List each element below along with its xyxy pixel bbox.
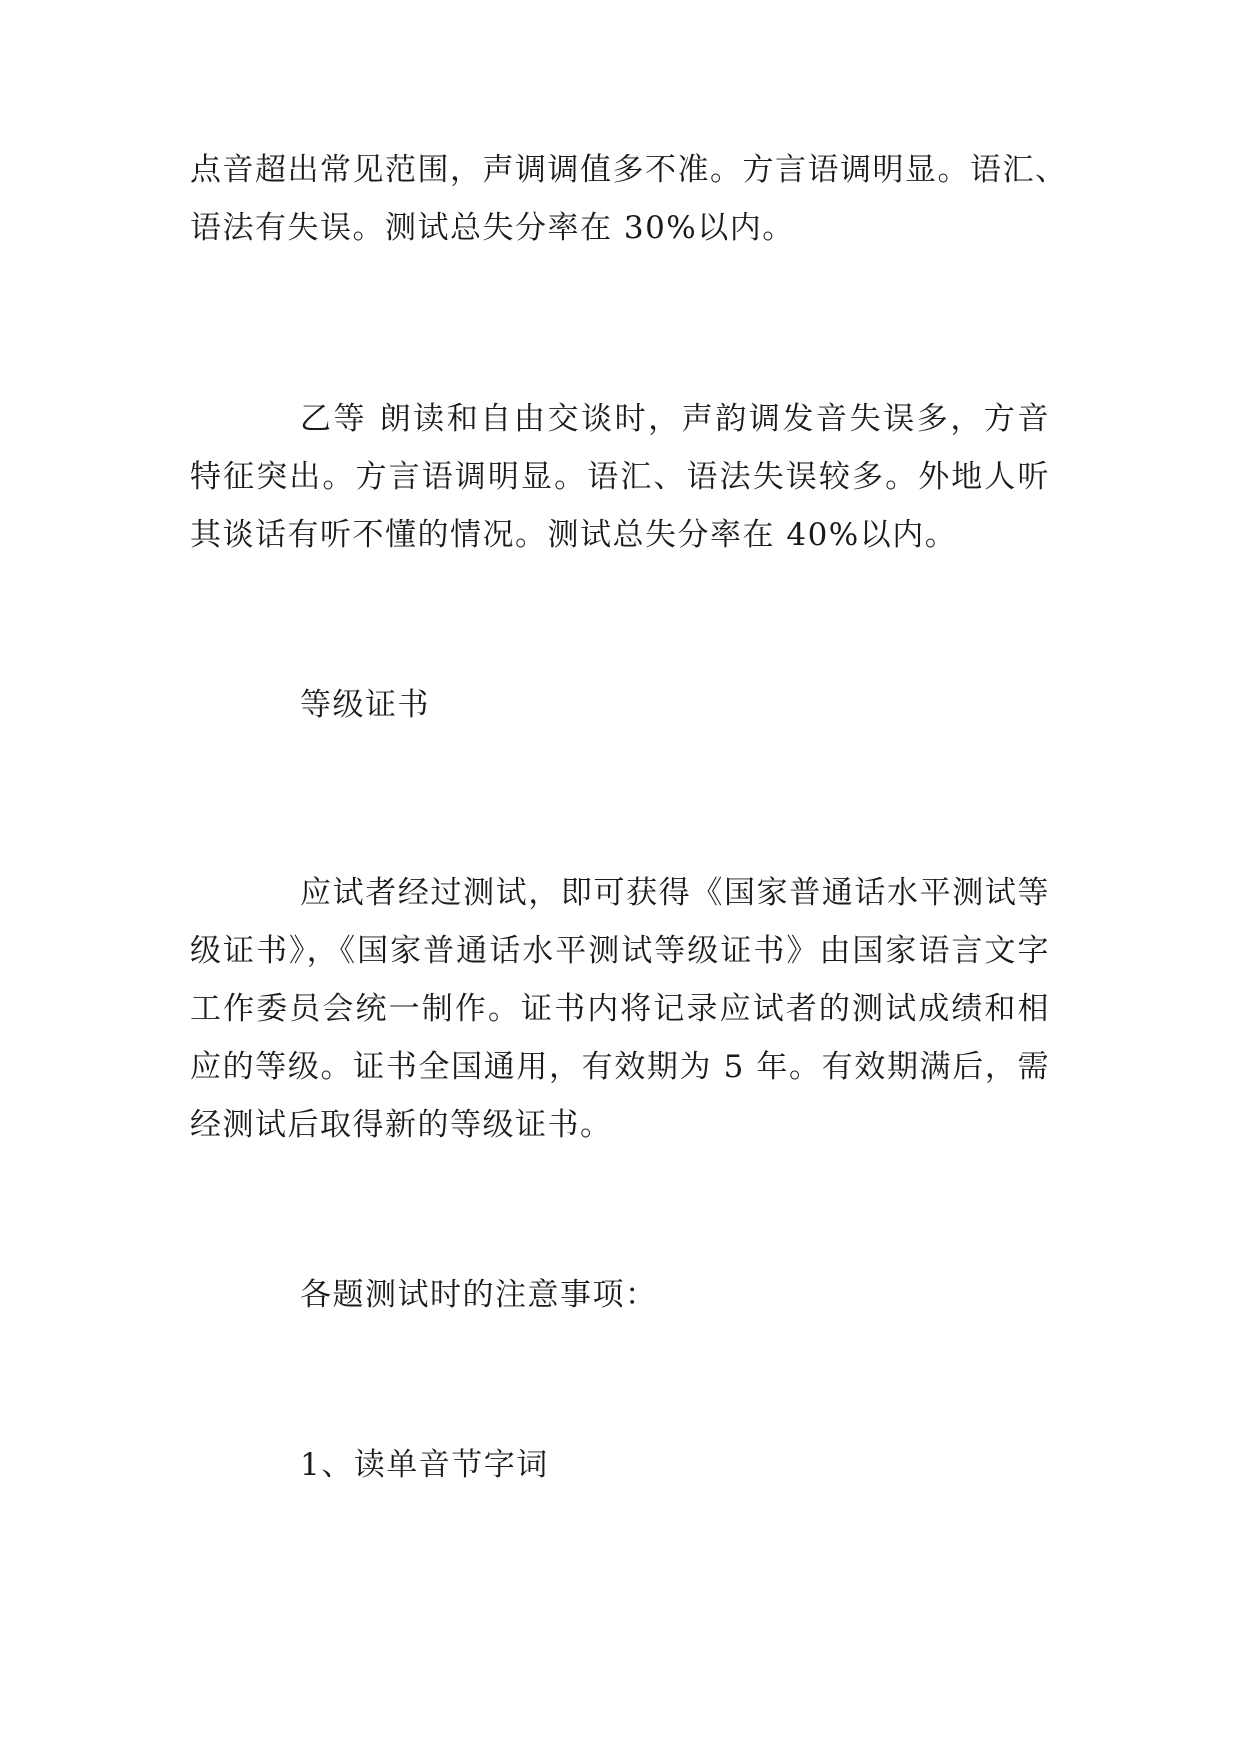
text-line: 乙等 朗读和自由交谈时，声韵调发音失误多，方音 — [300, 401, 1050, 437]
text-line: 工作委员会统一制作。证书内将记录应试者的测试成绩和相 — [190, 991, 1050, 1027]
text-line: 其谈话有听不懂的情况。测试总失分率在 40%以内。 — [190, 517, 958, 553]
section-heading: 等级证书 — [300, 687, 430, 723]
text-line: 应的等级。证书全国通用，有效期为 5 年。有效期满后，需 — [190, 1049, 1050, 1085]
text-line: 级证书》，《国家普通话水平测试等级证书》由国家语言文字 — [190, 933, 1050, 969]
text-line: 特征突出。方言语调明显。语汇、语法失误较多。外地人听 — [190, 459, 1050, 495]
text-line: 应试者经过测试，即可获得《国家普通话水平测试等 — [300, 875, 1050, 911]
section-heading: 各题测试时的注意事项： — [300, 1277, 658, 1313]
text-line: 经测试后取得新的等级证书。 — [190, 1107, 613, 1143]
text-line: 语法有失误。测试总失分率在 30%以内。 — [190, 210, 795, 246]
list-item-heading: 1、读单音节字词 — [300, 1447, 549, 1483]
text-line: 点音超出常见范围，声调调值多不准。方言语调明显。语汇、 — [190, 152, 1068, 188]
